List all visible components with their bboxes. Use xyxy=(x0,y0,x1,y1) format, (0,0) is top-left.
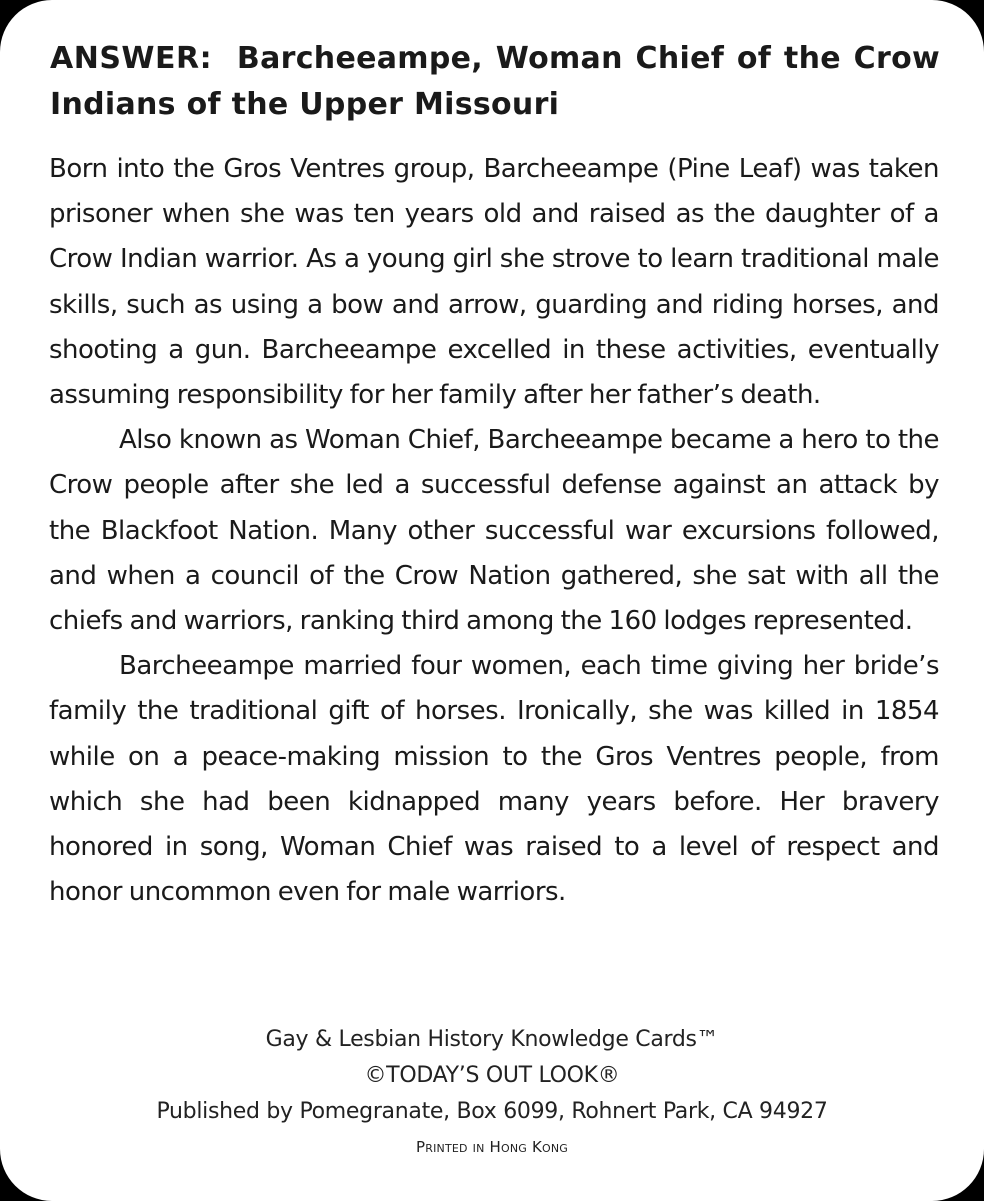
paragraph-1: Born into the Gros Ventres group, Barcheeampe (Pine Leaf) was taken prisoner when she was ten years old and raised as the daughter of a Crow Indian warrior. As a young girl she strove to learn traditional male skills, such as using a bow and arrow, guarding and riding horses, and shooting a gun. Barcheeampe excelled in these activities, eventually assuming responsibility for her family after her father’s death. xyxy=(49,154,939,411)
paragraph-2: Also known as Woman Chief, Barcheeampe became a hero to the Crow people after she led a successful defense against an attack by the Blackfoot Nation. Many other successful war excursions followed, and when a council of the Crow Nation gathered, she sat with all the chiefs and warriors, ranking third among the 160 lodges represented. xyxy=(49,425,939,637)
answer-label: ANSWER: xyxy=(50,41,213,76)
copyright-line: ©TODAY’S OUT LOOK® xyxy=(364,1063,620,1088)
printed-in-line: Printed in Hong Kong xyxy=(415,1138,568,1156)
card-credits xyxy=(0,1022,984,1162)
paragraph-3: Barcheeampe married four women, each time giving her bride’s family the traditional gift of horses. Ironically, she was killed in 1854 while on a peace-making mission to the Gros Ventres people, from which she had been kidnapped many years before. Her bravery honored in song, Woman Chief was raised to a level of respect and honor uncommon even for male warriors. xyxy=(49,651,939,908)
answer-title: Barcheeampe, Woman Chief of the Crow Indians of the Upper Missouri xyxy=(50,41,941,122)
card-body xyxy=(49,147,939,915)
publisher-line: Published by Pomegranate, Box 6099, Rohnert Park, CA 94927 xyxy=(156,1099,828,1124)
series-name: Gay & Lesbian History Knowledge Cards™ xyxy=(265,1027,719,1052)
card-heading xyxy=(50,36,940,128)
